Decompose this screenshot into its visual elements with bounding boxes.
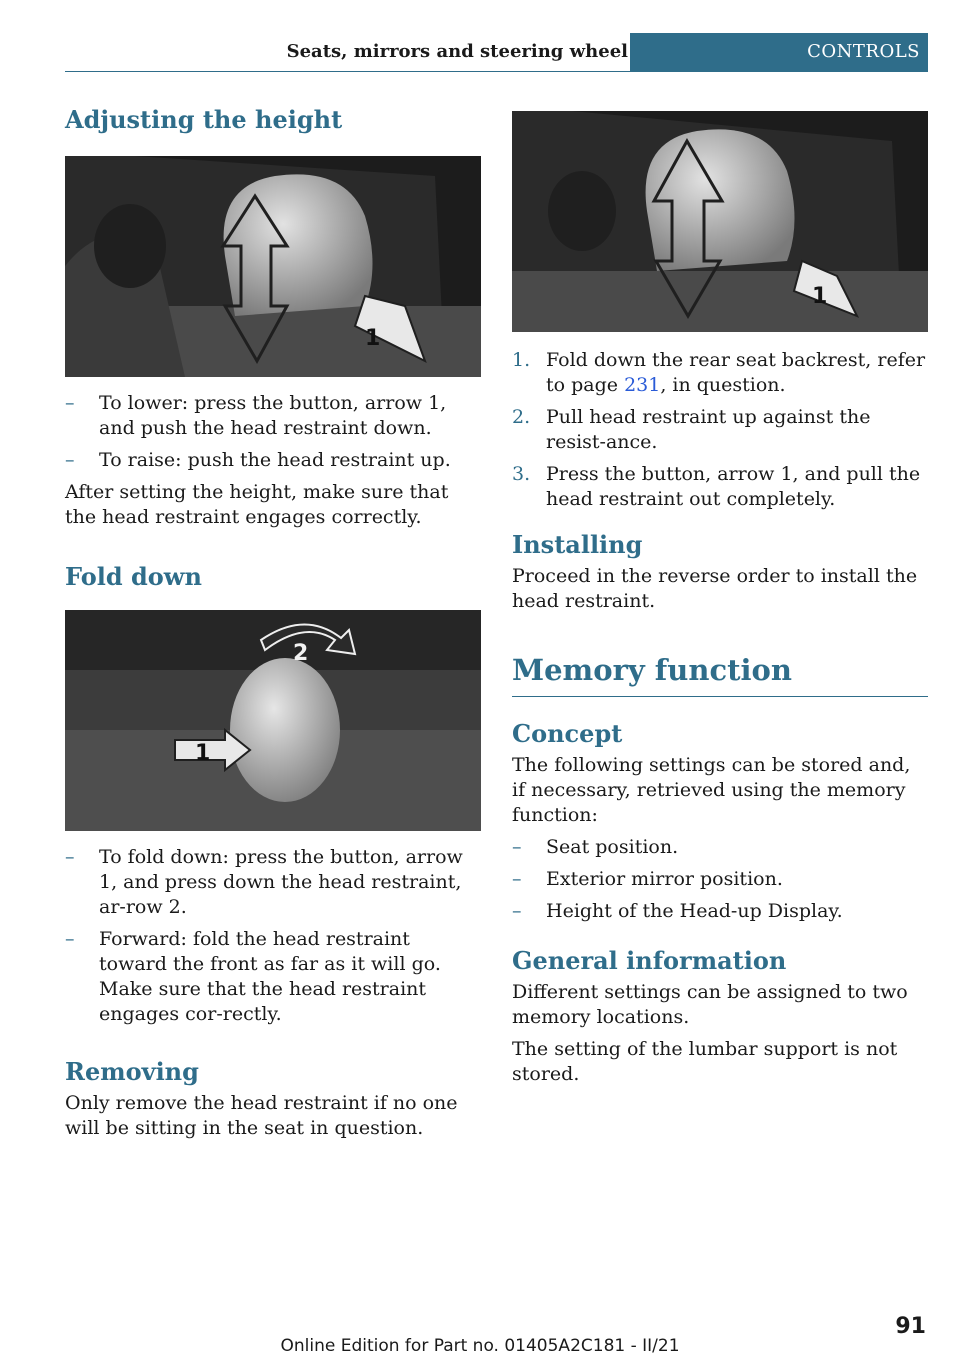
- height-note: After setting the height, make sure that the head restraint engages correctly.: [65, 481, 449, 528]
- list-item: – Forward: fold the head restraint toward the front as far as it will go. Make sure that the head restraint engages cor-rectly.: [65, 928, 441, 1025]
- heading-adjusting-height: Adjusting the height: [65, 105, 343, 134]
- list-item: – Seat position.: [512, 836, 679, 858]
- list-item: – To lower: press the button, arrow 1, and push the head restraint down.: [65, 392, 447, 439]
- head-restraint-removal-figure: [512, 111, 928, 332]
- heading-general-information: General information: [512, 946, 787, 975]
- section-title: Seats, mirrors and steering wheel: [286, 41, 628, 62]
- list-item: – Exterior mirror position.: [512, 868, 783, 890]
- arrow-1-label: 1: [812, 284, 828, 309]
- arrow-1-label: 1: [365, 326, 381, 351]
- left-column: [65, 105, 481, 1141]
- chapter-label: CONTROLS: [630, 33, 928, 71]
- page-number: 91: [895, 1314, 926, 1339]
- fold-steps-list: [65, 845, 481, 1027]
- concept-text: The following settings can be stored and, if necessary, retrieved using the memory function:: [512, 754, 911, 826]
- list-item: 3. Press the button, arrow 1, and pull the head restraint out completely.: [512, 463, 921, 510]
- general-text-1: Different settings can be assigned to two memory locations.: [512, 981, 908, 1028]
- page-header: [65, 33, 928, 72]
- general-text-2: The setting of the lumbar support is not stored.: [512, 1038, 898, 1085]
- list-item: 2. Pull head restraint up against the resist-ance.: [512, 406, 871, 453]
- memory-settings-list: [512, 835, 928, 924]
- installing-text: Proceed in the reverse order to install the head restraint.: [512, 565, 918, 612]
- heading-concept: Concept: [512, 719, 623, 748]
- list-item: 1. Fold down the rear seat backrest, refer to page 231, in question.: [512, 349, 926, 396]
- removal-steps-list: [512, 348, 928, 512]
- head-restraint-fold-figure: [65, 610, 481, 831]
- list-item: – To raise: push the head restraint up.: [65, 449, 451, 471]
- heading-fold-down: Fold down: [65, 562, 202, 591]
- footer-edition: Online Edition for Part no. 01405A2C181 - II/21: [280, 1336, 680, 1356]
- heading-removing: Removing: [65, 1057, 199, 1086]
- arrow-1-label: 1: [195, 741, 211, 766]
- height-steps-list: [65, 391, 481, 473]
- heading-installing: Installing: [512, 530, 643, 559]
- arrow-2-label: 2: [293, 641, 309, 666]
- right-column: [512, 111, 928, 1087]
- heading-memory-function: Memory function: [512, 653, 792, 687]
- section-divider: [512, 696, 928, 697]
- list-item: – To fold down: press the button, arrow 1, and press down the head restraint, ar-row 2.: [65, 846, 463, 918]
- list-item: – Height of the Head-up Display.: [512, 900, 843, 922]
- removing-text: Only remove the head restraint if no one will be sitting in the seat in question.: [65, 1092, 458, 1139]
- head-restraint-height-figure: [65, 156, 481, 377]
- page-link[interactable]: 231: [624, 374, 661, 396]
